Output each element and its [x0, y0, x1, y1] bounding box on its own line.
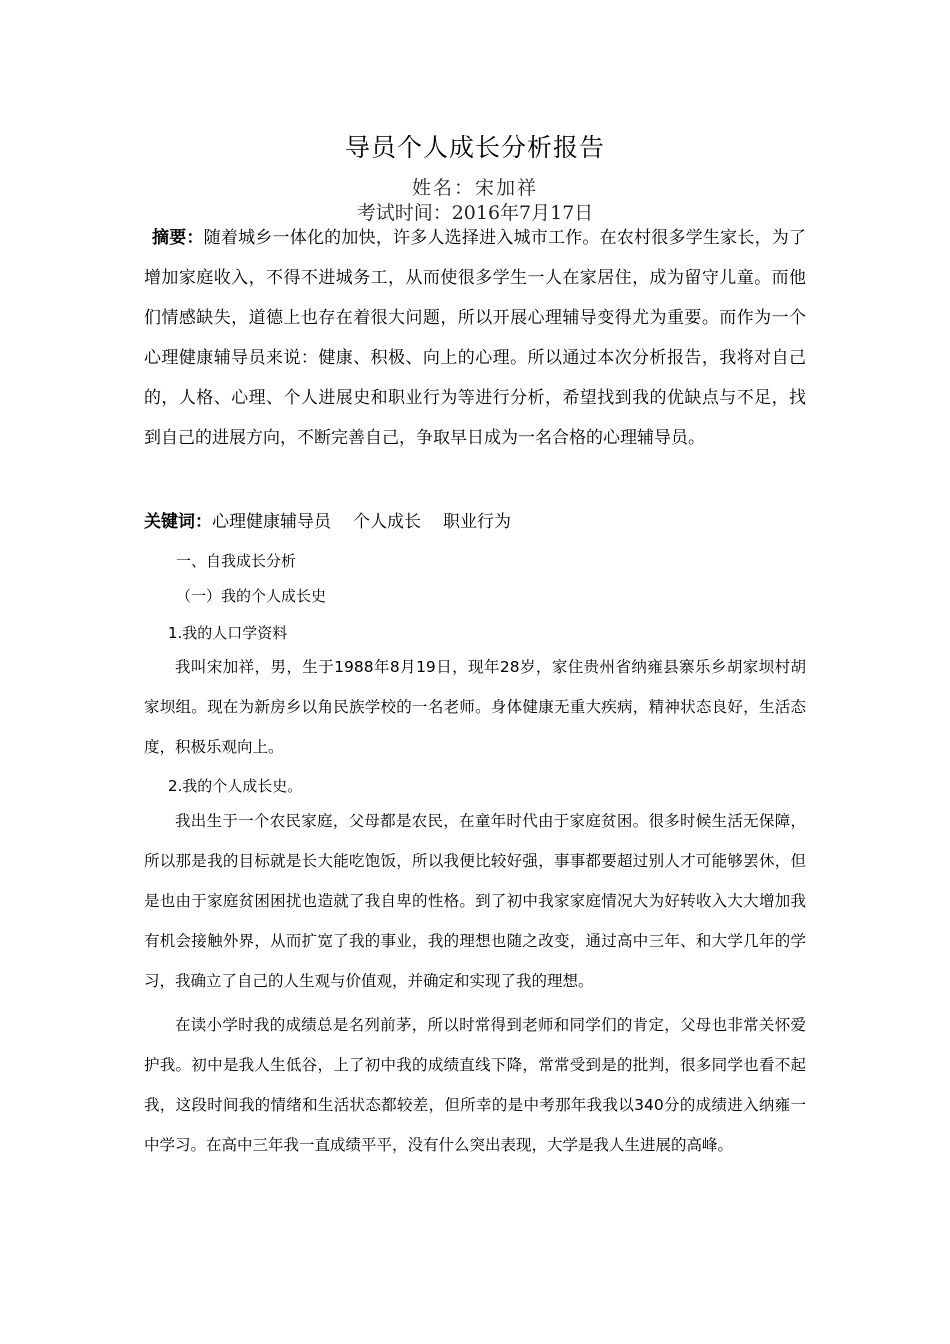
- growth-history-paragraph: 我出生于一个农民家庭，父母都是农民，在童年时代由于家庭贫困。很多时候生活无保障，所以那是我的目标就是长大能吃饱饭，所以我便比较好强，事事都要超过别人才可能够罢休，但是也由于家庭贫困困扰也造就了我自卑的性格。到了初中我家家庭情况大为好转收入大大增加我有机会接触外界，从而扩宽了我的事业，我的理想也随之改变，通过高中三年、和大学几年的学习，我确立了自己的人生观与价值观，并确定和实现了我的理想。: [144, 812, 806, 990]
- keyword-item: 职业行为: [443, 512, 511, 532]
- item-heading-demographics: 1.我的人口学资料: [168, 624, 288, 642]
- abstract-label: 摘要：: [152, 228, 204, 248]
- abstract-text: 随着城乡一体化的加快，许多人选择进入城市工作。在农村很多学生家长，为了增加家庭收入，不得不进城务工，从而使很多学生一人在家居住，成为留守儿童。而他们情感缺失，道德上也存在着很大问题，所以开展心理辅导变得尤为重要。而作为一个心理健康辅导员来说：健康、积极、向上的心理。所以通过本次分析报告，我将对自己的，人格、心理、个人进展史和职业行为等进行分析，希望找到我的优缺点与不足，找到自己的进展方向，不断完善自己，争取早日成为一名合格的心理辅导员。: [144, 228, 807, 448]
- keyword-item: 心理健康辅导员: [212, 512, 331, 532]
- exam-date-line: 考试时间：2016年7月17日: [356, 202, 594, 224]
- school-history-paragraph: 在读小学时我的成绩总是名列前茅，所以时常得到老师和同学们的肯定，父母也非常关怀爱护我。初中是我人生低谷，上了初中我的成绩直线下降，常常受到是的批判，很多同学也看不起我，这段时间我的情绪和生活状态都较差，但所幸的是中考那年我我以340分的成绩进入纳雍一中学习。在高中三年我一直成绩平平，没有什么突出表现，大学是我人生进展的高峰。: [144, 1016, 806, 1154]
- author-line: 姓名：宋加祥: [411, 177, 538, 199]
- keyword-item: 个人成长: [353, 512, 421, 532]
- document-title: 导员个人成长分析报告: [344, 133, 605, 162]
- section-heading: 一、自我成长分析: [176, 552, 297, 570]
- item-heading-growth-history: 2.我的个人成长史。: [168, 777, 303, 795]
- keywords-label: 关键词：: [144, 512, 212, 532]
- demographics-paragraph: 我叫宋加祥，男，生于1988年8月19日，现年28岁，家住贵州省纳雍县寨乐乡胡家坝村胡家坝组。现在为新房乡以角民族学校的一名老师。身体健康无重大疾病，精神状态良好，生活态度，积极乐观向上。: [144, 658, 806, 756]
- subsection-heading: （一）我的个人成长史: [176, 587, 327, 605]
- abstract-paragraph: [144, 218, 806, 458]
- keywords-line: [144, 507, 806, 537]
